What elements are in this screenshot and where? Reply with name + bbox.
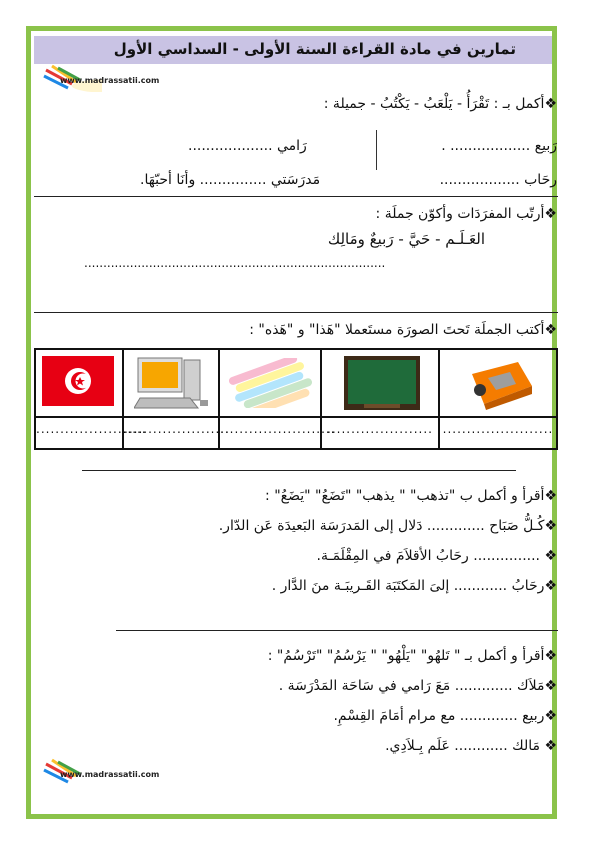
- ex2-words: العَـلَـم - حَيَّ - رَبيعٌ ومَالِك: [327, 230, 485, 248]
- logo-url: www.madrassatii.com: [60, 76, 160, 85]
- tunisia-flag-icon: [42, 356, 114, 406]
- picture-table: [34, 348, 558, 450]
- answer-dots: .......................: [36, 422, 147, 436]
- sharpener-icon: [466, 356, 536, 410]
- ex4-prompt: ❖أقرأ و أكمل ب "تذهب" " يذهب" "تَضَعُ" "يَضَعُ" :: [265, 488, 557, 504]
- table-row-divider: [36, 416, 556, 418]
- cell-computer: [124, 350, 230, 448]
- separator: [34, 196, 558, 197]
- ex4-line-3: ❖رحَابُ ............ إلىَ المَكتَبَة القَـريبَـة منَ الدَّار .: [271, 578, 557, 594]
- answer-dots: ......................: [124, 422, 230, 436]
- cell-sharpener: [440, 350, 556, 448]
- ex1-line2-left: مَدرَسَتي ............... وأنَا أحبّهَا.: [140, 172, 321, 188]
- separator: [82, 470, 516, 471]
- answer-dots: ......................: [327, 422, 433, 436]
- site-logo: [40, 756, 168, 788]
- separator: [116, 630, 558, 631]
- answer-dots: ........................: [220, 422, 336, 436]
- ex5-line-1: ❖مَلاَك ............. مَعَ رَامي في سَاحَة المَدْرَسَة .: [278, 678, 557, 694]
- page-title: تمارين في مادة القراءة السنة الأولى - السداسي الأول: [113, 40, 516, 58]
- ex1-line1-left: رَامي ...................: [188, 138, 307, 154]
- cell-chalks: [220, 350, 336, 448]
- chalks-icon: [228, 358, 314, 408]
- chalkboard-icon: [344, 356, 420, 410]
- ex5-prompt: ❖أقرأ و أكمل بـ " تَلهُو" "يَلْهُو" " يَرْسُمُ" "تَرْسُمُ" :: [267, 648, 557, 664]
- ex5-line-2: ❖ربيع ............. مع مرام أمَامَ القِسْمِ.: [333, 708, 557, 724]
- ex1-line2-right: رحَاب ..................: [439, 172, 557, 188]
- ex2-dots: ...............................................................................: [84, 256, 386, 270]
- ex4-line-2: ❖ ............... رحَابُ الأقلاَمَ في المِقْلَمَـة.: [316, 548, 557, 564]
- ex1-prompt: ❖أكمل بـ : تَقْرَأُ - يَلْعَبُ - يَكْتُبُ - جميلة :: [323, 96, 557, 112]
- cell-chalkboard: [322, 350, 440, 448]
- ex4-line-1: ❖كُـلُّ صَبَاح ............. دَلال إلى المَدرَسَة البَعيدَة عَن الدّار.: [218, 518, 557, 534]
- divider: [376, 130, 377, 170]
- answer-dots: .......................: [442, 422, 554, 436]
- separator: [34, 312, 558, 313]
- ex5-line-3: ❖ مَالك ............ عَلَم بِـلاَدِي.: [385, 738, 557, 754]
- title-banner: [34, 36, 552, 64]
- logo-url: www.madrassatii.com: [60, 770, 160, 779]
- site-logo: [40, 62, 168, 94]
- cell-flag: [36, 350, 147, 448]
- ex1-line1-right: رَبيع .................. .: [441, 138, 557, 154]
- ex2-prompt: ❖أرتّب المفرَدَات وأكوّن جملَة :: [375, 206, 557, 222]
- ex3-prompt: ❖أكتب الجملَة تَحتَ الصورَة مستَعملا "هَذا" و "هَذه" :: [249, 322, 557, 338]
- computer-icon: [134, 354, 212, 412]
